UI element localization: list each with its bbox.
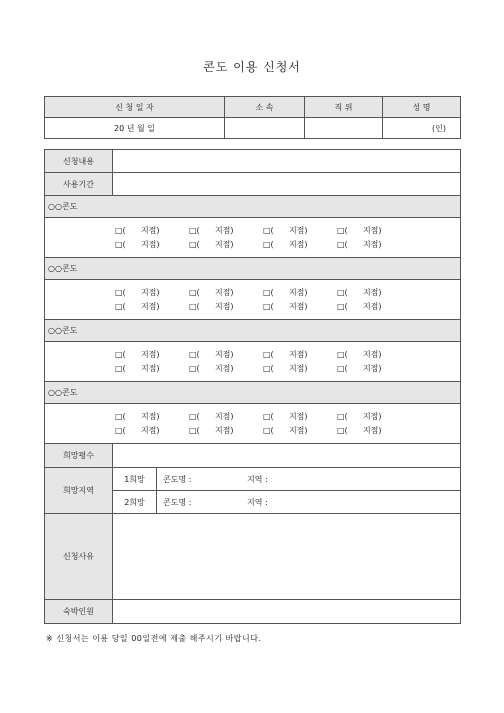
- branch-option-row: [45, 348, 460, 362]
- form-title: 콘도 이용 신청서: [203, 60, 301, 74]
- branch-option-row: [45, 238, 460, 252]
- guests-label: 숙박인원: [45, 600, 113, 624]
- applicant-header-table: [44, 96, 461, 139]
- reason-field[interactable]: [113, 514, 461, 600]
- hope-region-label: 희망지역: [45, 468, 113, 514]
- branch-option[interactable]: □( 지점): [263, 239, 308, 249]
- branch-option[interactable]: □( 지점): [115, 411, 160, 421]
- region-label: 지역 :: [247, 474, 268, 484]
- branch-option-row: [45, 362, 460, 376]
- branch-option[interactable]: □( 지점): [337, 239, 382, 249]
- branch-option[interactable]: □( 지점): [263, 225, 308, 235]
- branch-option-row: [45, 410, 460, 424]
- branch-option[interactable]: □( 지점): [263, 363, 308, 373]
- choice-rank: 1희망: [113, 468, 157, 491]
- branch-option[interactable]: □( 지점): [115, 239, 160, 249]
- branch-options: [45, 280, 461, 320]
- branch-option[interactable]: □( 지점): [189, 225, 234, 235]
- header-position-label: 직 위: [305, 97, 383, 118]
- condo-name-label: 콘도명 :: [163, 474, 192, 484]
- name-field[interactable]: [383, 118, 461, 139]
- guests-field[interactable]: [113, 600, 461, 624]
- branch-option[interactable]: □( 지점): [337, 287, 382, 297]
- footnote: ※ 신청서는 이용 당일 00일전에 제출 해주시기 바랍니다.: [46, 634, 262, 643]
- branch-option[interactable]: □( 지점): [189, 287, 234, 297]
- branch-option[interactable]: □( 지점): [337, 349, 382, 359]
- header-dept-label: 소 속: [225, 97, 305, 118]
- branch-option[interactable]: □( 지점): [115, 425, 160, 435]
- choice-rank: 2희망: [113, 491, 157, 514]
- branch-option-row: [45, 300, 460, 314]
- application-table: [44, 149, 461, 624]
- branch-option-row: [45, 424, 460, 438]
- branch-option[interactable]: □( 지점): [337, 425, 382, 435]
- dept-field[interactable]: [225, 118, 305, 139]
- branch-option[interactable]: □( 지점): [337, 363, 382, 373]
- branch-option[interactable]: □( 지점): [115, 287, 160, 297]
- condo-name-label: 콘도명 :: [163, 497, 192, 507]
- branch-options: [45, 218, 461, 258]
- branch-option[interactable]: □( 지점): [189, 349, 234, 359]
- content-label: 신청내용: [45, 150, 113, 173]
- branch-option[interactable]: □( 지점): [115, 301, 160, 311]
- branch-option[interactable]: □( 지점): [189, 411, 234, 421]
- period-label: 사용기간: [45, 173, 113, 196]
- branch-option[interactable]: □( 지점): [189, 363, 234, 373]
- choice-1-field[interactable]: [157, 468, 461, 491]
- branch-option[interactable]: □( 지점): [263, 301, 308, 311]
- branch-option[interactable]: □( 지점): [115, 225, 160, 235]
- branch-option[interactable]: □( 지점): [115, 363, 160, 373]
- branch-option[interactable]: □( 지점): [189, 239, 234, 249]
- position-field[interactable]: [305, 118, 383, 139]
- branch-option[interactable]: □( 지점): [337, 225, 382, 235]
- condo-section-header: ○○콘도: [45, 258, 461, 280]
- seal-mark: (인): [432, 123, 446, 133]
- branch-option-row: [45, 286, 460, 300]
- branch-option[interactable]: □( 지점): [115, 349, 160, 359]
- branch-option[interactable]: □( 지점): [189, 301, 234, 311]
- condo-section-header: ○○콘도: [45, 196, 461, 218]
- choice-2-field[interactable]: [157, 491, 461, 514]
- branch-option[interactable]: □( 지점): [189, 425, 234, 435]
- hope-count-label: 희망평수: [45, 444, 113, 468]
- branch-option[interactable]: □( 지점): [263, 349, 308, 359]
- branch-option-row: [45, 224, 460, 238]
- branch-option[interactable]: □( 지점): [337, 411, 382, 421]
- region-label: 지역 :: [247, 497, 268, 507]
- condo-section-header: ○○콘도: [45, 382, 461, 404]
- period-field[interactable]: [113, 173, 461, 196]
- date-field[interactable]: 20 년 월 일: [45, 118, 225, 139]
- branch-options: [45, 342, 461, 382]
- header-date-label: 신 청 일 자: [45, 97, 225, 118]
- branch-option[interactable]: □( 지점): [337, 301, 382, 311]
- branch-option[interactable]: □( 지점): [263, 425, 308, 435]
- hope-count-field[interactable]: [113, 444, 461, 468]
- branch-option[interactable]: □( 지점): [263, 411, 308, 421]
- branch-option[interactable]: □( 지점): [263, 287, 308, 297]
- branch-options: [45, 404, 461, 444]
- header-name-label: 성 명: [383, 97, 461, 118]
- content-field[interactable]: [113, 150, 461, 173]
- condo-section-header: ○○콘도: [45, 320, 461, 342]
- reason-label: 신청사유: [45, 514, 113, 600]
